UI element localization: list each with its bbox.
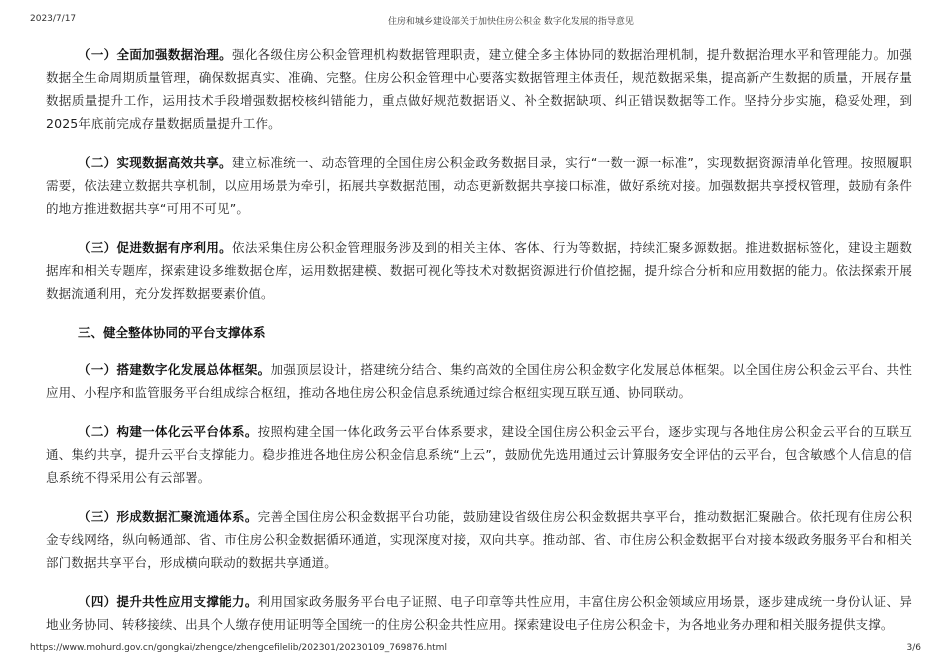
document-body (46, 43, 912, 652)
paragraph-lead: （二）实现数据高效共享。 (78, 155, 232, 170)
paragraph-lead: （三）促进数据有序利用。 (78, 240, 233, 255)
paragraph-data-circulation (46, 505, 912, 574)
paragraph-lead: （四）提升共性应用支撑能力。 (78, 594, 258, 609)
paragraph-cloud-platform (46, 420, 912, 489)
paragraph-lead: （一）搭建数字化发展总体框架。 (78, 362, 271, 377)
paragraph-data-governance (46, 43, 912, 135)
paragraph-lead: （三）形成数据汇聚流通体系。 (78, 509, 258, 524)
document-title: 住房和城乡建设部关于加快住房公积金 数字化发展的指导意见 (388, 17, 634, 27)
paragraph-framework (46, 358, 912, 404)
paragraph-data-utilization (46, 236, 912, 305)
paragraph-lead: （二）构建一体化云平台体系。 (78, 424, 258, 439)
paragraph-text: 利用国家政务服务平台电子证照、电子印章等共性应用，丰富住房公积金领域应用场景，逐步建成统一身份认证、异地业务协同、转移接续、出具个人缴存使用证明等全国统一的住房公积金共性应用。探索建设电子住房公积金卡，为各地业务办理和相关服务提供支撑。 (46, 594, 912, 632)
page-number: 3/6 (906, 643, 921, 653)
paragraph-text: 按照构建全国一体化政务云平台体系要求，建设全国住房公积金云平台，逐步实现与各地住房公积金云平台的互联互通、集约共享，提升云平台支撑能力。稳步推进各地住房公积金信息系统“上云”，鼓励优先选用通过云计算服务安全评估的云平台，包含敏感个人信息的信息系统不得采用公有云部署。 (46, 424, 912, 485)
paragraph-data-sharing (46, 151, 912, 220)
paragraph-text: 强化各级住房公积金管理机构数据管理职责，建立健全多主体协同的数据治理机制，提升数据治理水平和管理能力。加强数据全生命周期质量管理，确保数据真实、准确、完整。住房公积金管理中心要落实数据管理主体责任，规范数据采集，提高新产生数据的质量，开展存量数据质量提升工作，运用技术手段增强数据校核纠错能力，重点做好规范数据语义、补全数据缺项、纠正错误数据等工作。坚持分步实施，稳妥处理，到2025年底前完成存量数据质量提升工作。 (46, 47, 913, 131)
section-heading: 三、健全整体协同的平台支撑体系 (78, 325, 266, 340)
paragraph-text: 完善全国住房公积金数据平台功能，鼓励建设省级住房公积金数据共享平台，推动数据汇聚融合。依托现有住房公积金专线网络，纵向畅通部、省、市住房公积金数据循环通道，实现深度对接，双向共享。推动部、省、市住房公积金数据平台对接本级政务服务平台和相关部门数据共享平台，形成横向联动的数据共享通道。 (46, 509, 912, 570)
print-date: 2023/7/17 (30, 14, 77, 24)
paragraph-text: 加强顶层设计，搭建统分结合、集约高效的全国住房公积金数字化发展总体框架。以全国住房公积金云平台、共性应用、小程序和监管服务平台组成综合枢纽，推动各地住房公积金信息系统通过综合枢纽实现互联互通、协同联动。 (46, 362, 912, 400)
paragraph-common-applications (46, 590, 912, 636)
paragraph-text: 依法采集住房公积金管理服务涉及到的相关主体、客体、行为等数据，持续汇聚多源数据。推进数据标签化，建设主题数据库和相关专题库，探索建设多维数据仓库，运用数据建模、数据可视化等技术对数据资源进行价值挖掘，提升综合分析和应用数据的能力。依法探索开展数据流通利用，充分发挥数据要素价值。 (46, 240, 913, 301)
source-url: https://www.mohurd.gov.cn/gongkai/zhengce/zhengcefilelib/202301/20230109_769876.html (30, 643, 447, 653)
paragraph-text: 建立标准统一、动态管理的全国住房公积金政务数据目录，实行“一数一源一标准”，实现数据资源清单化管理。按照履职需要，依法建立数据共享机制，以应用场景为牵引，拓展共享数据范围，动态更新数据共享接口标准，做好系统对接。加强数据共享授权管理，鼓励有条件的地方推进数据共享“可用不可见”。 (46, 155, 912, 216)
paragraph-lead: （一）全面加强数据治理。 (78, 47, 233, 62)
